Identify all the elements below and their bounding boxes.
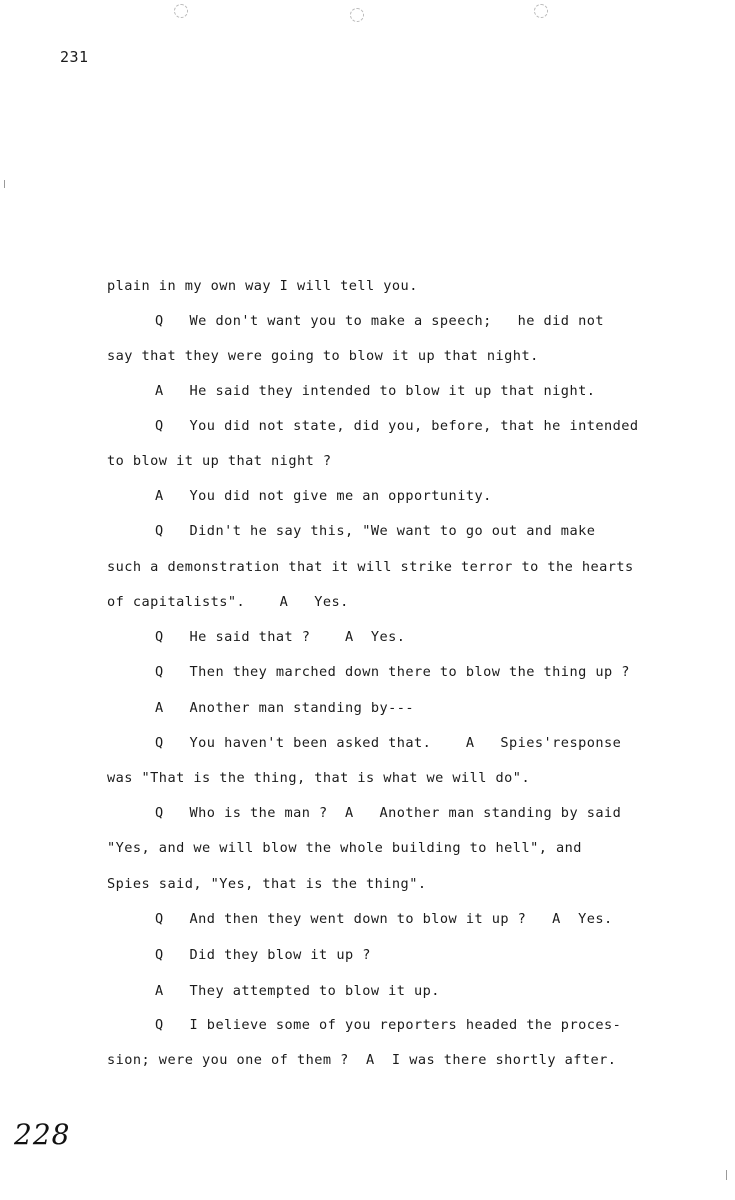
transcript-line: such a demonstration that it will strike terror to the hearts <box>107 559 634 575</box>
transcript-line: A You did not give me an opportunity. <box>155 488 492 504</box>
transcript-line: Q I believe some of you reporters headed the proces- <box>155 1017 622 1033</box>
transcript-line: Q And then they went down to blow it up ? A Yes. <box>155 911 613 927</box>
right-edge-mark <box>726 1170 727 1180</box>
transcript-line: "Yes, and we will blow the whole building to hell", and <box>107 840 582 856</box>
transcript-line: Q We don't want you to make a speech; he did not <box>155 313 604 329</box>
transcript-line: A Another man standing by--- <box>155 700 415 716</box>
transcript-line: Q He said that ? A Yes. <box>155 629 406 645</box>
transcript-line: Spies said, "Yes, that is the thing". <box>107 876 427 892</box>
transcript-line: was "That is the thing, that is what we will do". <box>107 770 531 786</box>
transcript-line: say that they were going to blow it up that night. <box>107 348 539 364</box>
left-edge-mark <box>4 180 5 188</box>
transcript-line: Q Didn't he say this, "We want to go out and make <box>155 523 596 539</box>
transcript-line: plain in my own way I will tell you. <box>107 278 418 294</box>
punch-hole-mark-right <box>534 4 548 18</box>
transcript-line: Q Who is the man ? A Another man standing by said <box>155 805 622 821</box>
transcript-line: of capitalists". A Yes. <box>107 594 349 610</box>
page-number: 231 <box>60 48 89 66</box>
transcript-line: Q Did they blow it up ? <box>155 947 371 963</box>
transcript-line: A He said they intended to blow it up that night. <box>155 383 596 399</box>
transcript-line: Q Then they marched down there to blow the thing up ? <box>155 664 630 680</box>
transcript-line: A They attempted to blow it up. <box>155 983 440 999</box>
transcript-line: Q You haven't been asked that. A Spies'response <box>155 735 622 751</box>
punch-hole-mark-center <box>350 8 364 22</box>
transcript-line: Q You did not state, did you, before, that he intended <box>155 418 639 434</box>
handwritten-page-number: 228 <box>14 1118 71 1151</box>
transcript-line: sion; were you one of them ? A I was there shortly after. <box>107 1052 617 1068</box>
transcript-line: to blow it up that night ? <box>107 453 332 469</box>
punch-hole-mark-left <box>174 4 188 18</box>
